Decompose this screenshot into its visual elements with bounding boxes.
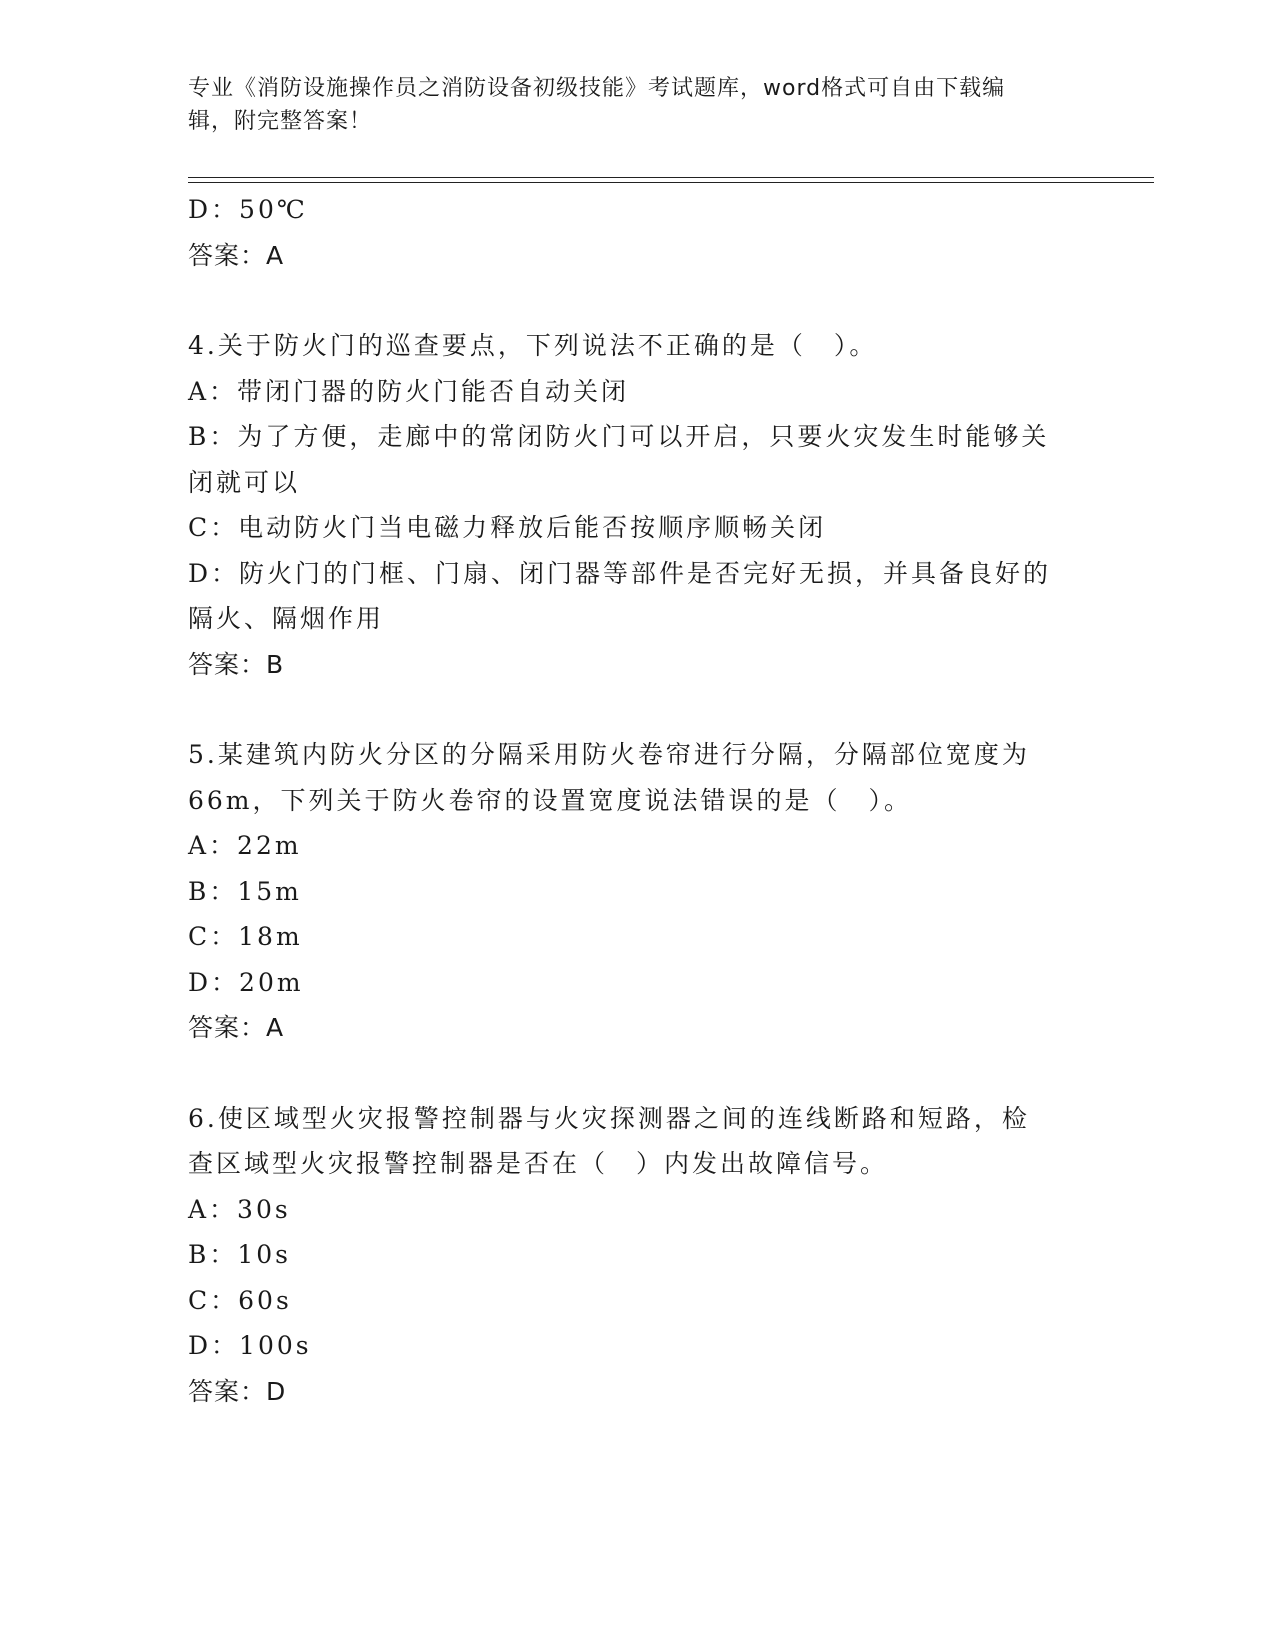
q6-answer: 答案：D [188, 1376, 287, 1406]
document-header [188, 72, 1068, 138]
q3-option-d: D：50℃ [188, 195, 308, 224]
q6-option-c: C：60s [188, 1285, 292, 1315]
q5-option-d: D：20m [188, 967, 304, 997]
question-block-6 [188, 1096, 1088, 1415]
question-block-4 [188, 323, 1088, 687]
q5-question-line-2: 66m，下列关于防火卷帘的设置宽度说法错误的是（ ）。 [188, 785, 913, 815]
q6-question-line-1: 6.使区域型火灾报警控制器与火灾探测器之间的连线断路和短路，检 [188, 1103, 1030, 1133]
spacer [188, 687, 1088, 732]
q4-option-c: C：电动防火门当电磁力释放后能否按顺序顺畅关闭 [188, 513, 827, 542]
q5-option-b: B：15m [188, 876, 302, 906]
q5-question-line-1: 5.某建筑内防火分区的分隔采用防火卷帘进行分隔，分隔部位宽度为 [188, 740, 1030, 769]
q3-answer: 答案：A [188, 240, 285, 270]
q5-option-a: A：22m [188, 831, 302, 860]
q6-option-a: A：30s [188, 1194, 291, 1224]
q4-answer: 答案：B [188, 649, 285, 679]
header-title-line-2: 辑，附完整答案！ [188, 109, 373, 134]
q4-option-b-line-2: 闭就可以 [188, 467, 301, 497]
q5-option-c: C：18m [188, 922, 303, 951]
spacer [188, 1051, 1088, 1096]
spacer [188, 278, 1088, 323]
header-divider-bottom [188, 182, 1154, 183]
q4-option-d-line-2: 隔火、隔烟作用 [188, 604, 385, 633]
question-list [188, 187, 1088, 1414]
q4-question: 4.关于防火门的巡查要点，下列说法不正确的是（ ）。 [188, 331, 878, 360]
q4-option-d-line-1: D：防火门的门框、门扇、闭门器等部件是否完好无损，并具备良好的 [188, 558, 1052, 588]
q6-question-line-2: 查区域型火灾报警控制器是否在（ ）内发出故障信号。 [188, 1149, 889, 1178]
question-block-5 [188, 732, 1088, 1051]
q4-option-a: A：带闭门器的防火门能否自动关闭 [188, 376, 630, 406]
header-divider-top [188, 177, 1154, 178]
q5-answer: 答案：A [188, 1013, 285, 1042]
q4-option-b-line-1: B：为了方便，走廊中的常闭防火门可以开启，只要火灾发生时能够关 [188, 422, 1050, 451]
q6-option-d: D：100s [188, 1331, 312, 1360]
question-block-3 [188, 187, 1088, 278]
header-title-line-1: 专业《消防设施操作员之消防设备初级技能》考试题库，word格式可自由下载编 [188, 76, 1006, 101]
q6-option-b: B：10s [188, 1240, 292, 1269]
